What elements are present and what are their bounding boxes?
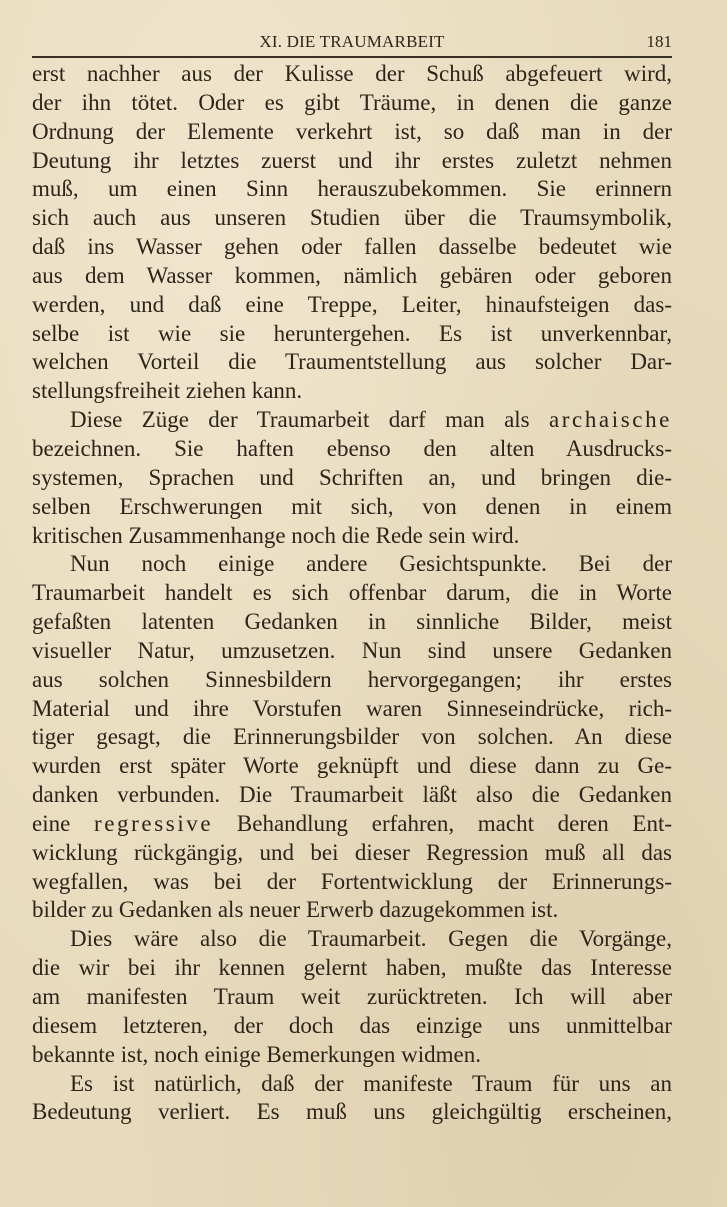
emphasized-word: archaische bbox=[548, 407, 672, 433]
text-line: systemen, Sprachen und Schriften an, und bringen die- bbox=[32, 464, 672, 490]
text-line: Bedeutung verliert. Es muß uns gleichgültig erscheinen, bbox=[32, 1099, 672, 1125]
text-line: bezeichnen. Sie haften ebenso den alten Ausdrucks- bbox=[32, 435, 672, 461]
text-line: aus solchen Sinnesbildern hervorgegangen; ihr erstes bbox=[32, 666, 672, 692]
text-line: die wir bei ihr kennen gelernt haben, mußte das Interesse bbox=[32, 955, 672, 981]
running-title: XI. DIE TRAUMARBEIT bbox=[259, 32, 445, 51]
text-line: werden, und daß eine Treppe, Leiter, hinaufsteigen das- bbox=[32, 291, 672, 317]
text-line: visueller Natur, umzusetzen. Nun sind unsere Gedanken bbox=[32, 637, 672, 663]
paragraph-first-line: Nun noch einige andere Gesichtspunkte. Bei der bbox=[70, 551, 672, 577]
paragraph-last-line: kritischen Zusammenhange noch die Rede sein wird. bbox=[32, 522, 520, 548]
text-line: wicklung rückgängig, und bei dieser Regression muß all das bbox=[32, 839, 672, 865]
text-line: der ihn tötet. Oder es gibt Träume, in denen die ganze bbox=[32, 89, 672, 115]
paragraph-first-line: Diese Züge der Traumarbeit darf man als archaische bbox=[70, 407, 672, 433]
text-line: Material und ihre Vorstufen waren Sinneseindrücke, rich- bbox=[32, 695, 672, 721]
text-line: muß, um einen Sinn herauszubekommen. Sie erinnern bbox=[32, 176, 672, 202]
text-line: daß ins Wasser gehen oder fallen dasselbe bedeutet wie bbox=[32, 234, 672, 260]
body-text bbox=[32, 60, 672, 1127]
text-line: tiger gesagt, die Erinnerungsbilder von solchen. An diese bbox=[32, 724, 672, 750]
paragraph-first-line: Es ist natürlich, daß der manifeste Traum für uns an bbox=[70, 1070, 672, 1096]
text-line: sich auch aus unseren Studien über die Traumsymbolik, bbox=[32, 205, 672, 231]
text-line: eine regressive Behandlung erfahren, macht deren Ent- bbox=[32, 810, 672, 836]
page-number: 181 bbox=[646, 32, 672, 51]
text-line: selben Erschwerungen mit sich, von denen in einem bbox=[32, 493, 672, 519]
running-header bbox=[32, 28, 672, 58]
text-line: Deutung ihr letztes zuerst und ihr erstes zuletzt nehmen bbox=[32, 147, 672, 173]
text-line: gefaßten latenten Gedanken in sinnliche Bilder, meist bbox=[32, 609, 672, 635]
emphasized-word: regressive bbox=[93, 810, 214, 836]
text-line: am manifesten Traum weit zurücktreten. Ich will aber bbox=[32, 984, 672, 1009]
paragraph-first-line: Dies wäre also die Traumarbeit. Gegen die Vorgänge, bbox=[70, 926, 672, 952]
paragraph-last-line: bekannte ist, noch einige Bemerkungen widmen. bbox=[32, 1041, 482, 1067]
text-line: Traumarbeit handelt es sich offenbar darum, die in Worte bbox=[32, 580, 672, 606]
text-line: wurden erst später Worte geknüpft und diese dann zu Ge- bbox=[32, 753, 672, 779]
text-line: danken verbunden. Die Traumarbeit läßt also die Gedanken bbox=[32, 782, 672, 808]
paragraph-last-line: stellungsfreiheit ziehen kann. bbox=[32, 378, 303, 404]
text-line: erst nachher aus der Kulisse der Schuß abgefeuert wird, bbox=[32, 61, 672, 86]
text-line: diesem letzteren, der doch das einzige uns unmittelbar bbox=[32, 1012, 672, 1038]
text-line: wegfallen, was bei der Fortentwicklung der Erinnerungs- bbox=[32, 868, 672, 894]
paragraph-last-line: bilder zu Gedanken als neuer Erwerb dazugekommen ist. bbox=[32, 897, 559, 923]
text-line: aus dem Wasser kommen, nämlich gebären oder geboren bbox=[32, 262, 672, 288]
text-line: Ordnung der Elemente verkehrt ist, so daß man in der bbox=[32, 118, 672, 144]
text-line: selbe ist wie sie heruntergehen. Es ist unverkennbar, bbox=[32, 320, 672, 346]
text-line: welchen Vorteil die Traumentstellung aus solcher Dar- bbox=[32, 349, 672, 375]
